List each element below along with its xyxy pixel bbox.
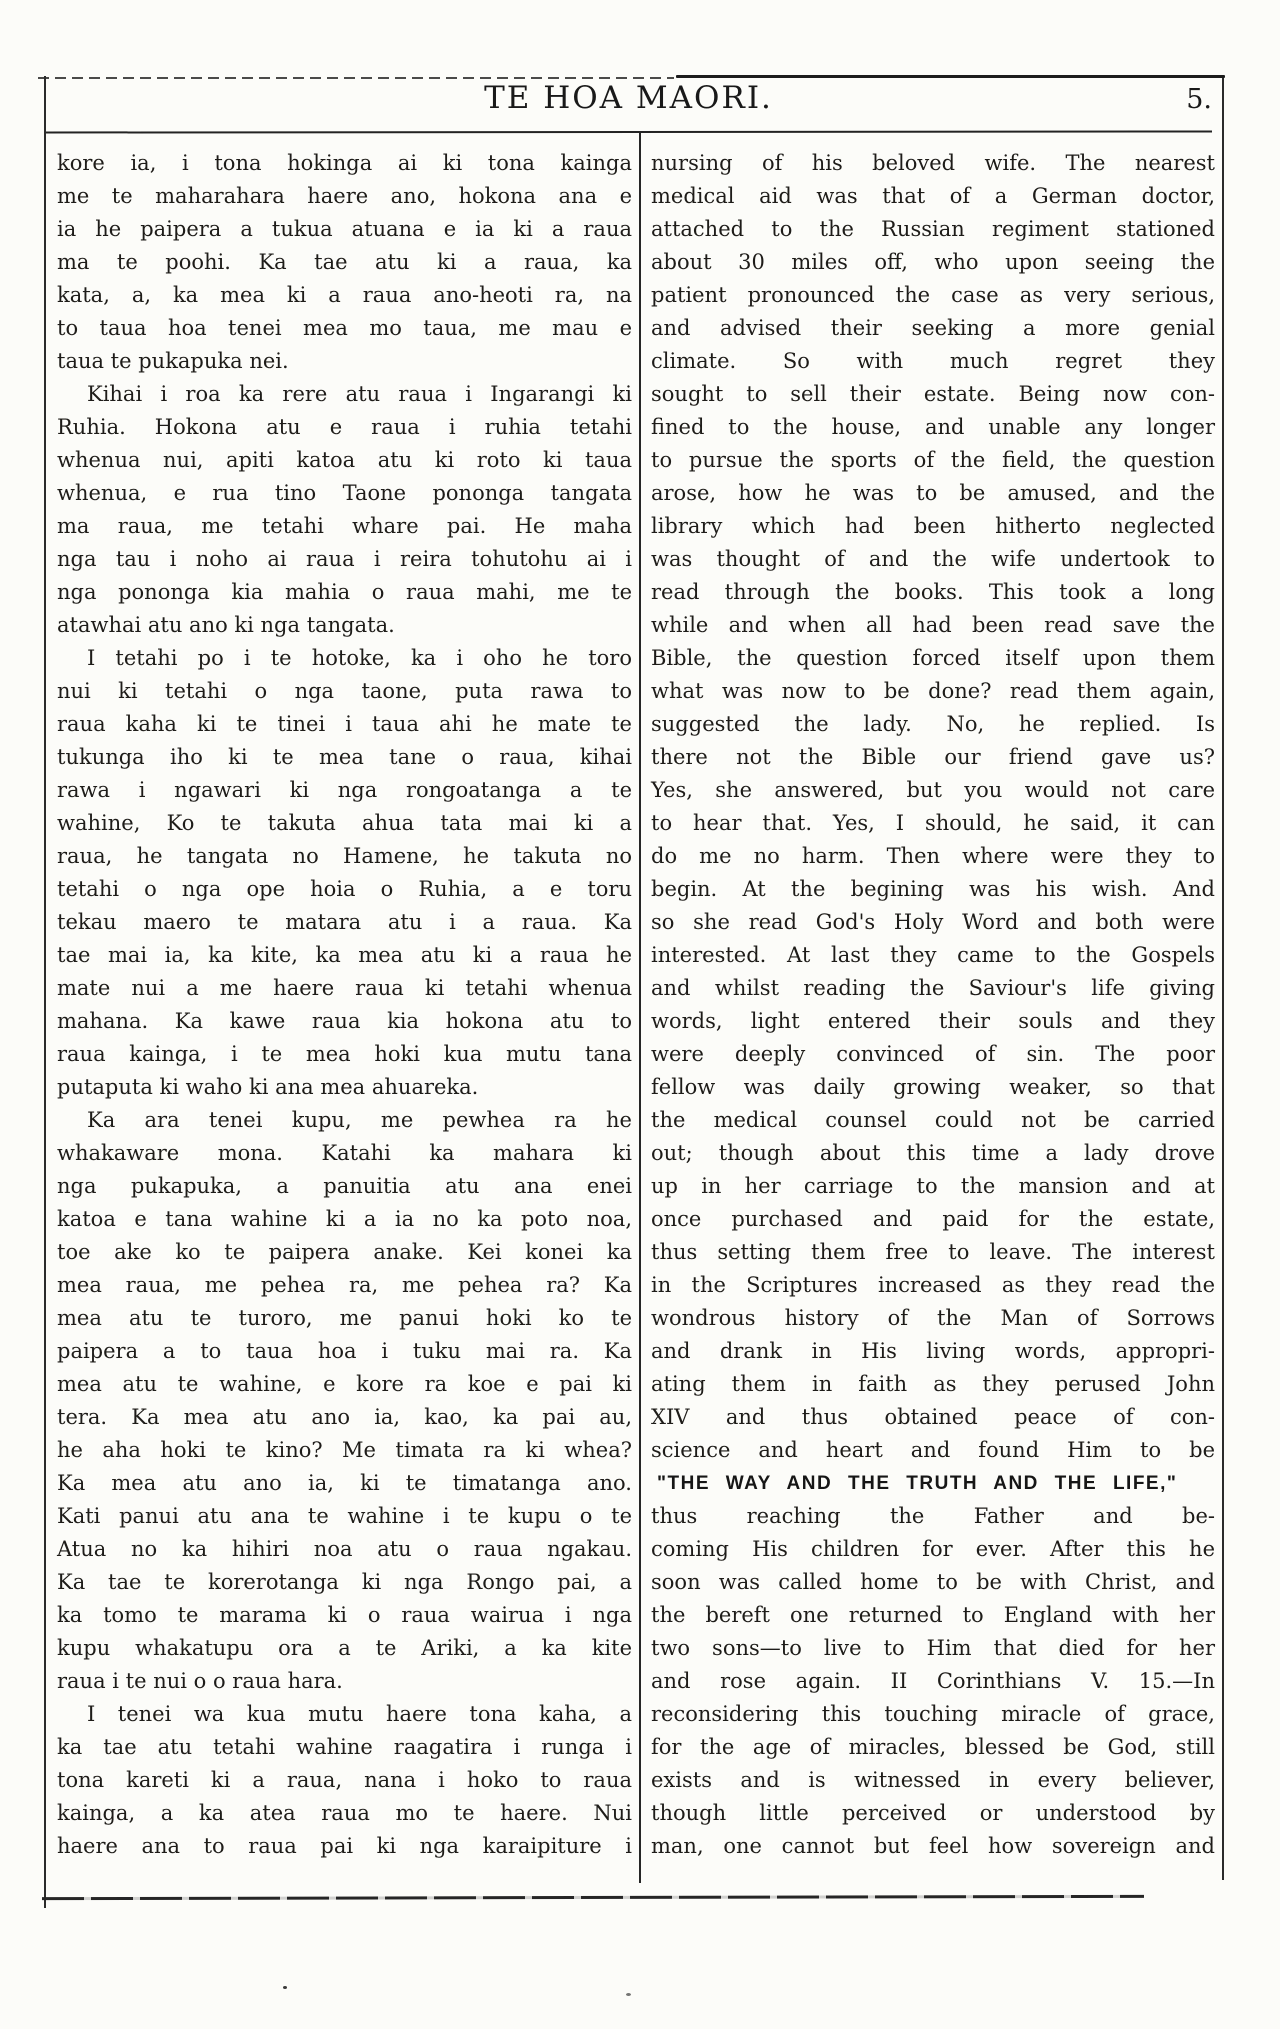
text-line: tona kareti ki a raua, nana i hoko to raua — [57, 1768, 632, 1792]
text-line: raua i te nui o o raua hara. — [57, 1669, 343, 1693]
text-line: science and heart and found Him to be — [651, 1438, 1215, 1462]
text-line: once purchased and paid for the estate, — [651, 1207, 1215, 1231]
text-line: there not the Bible our friend gave us? — [651, 745, 1215, 769]
text-line: mea atu te wahine, e kore ra koe e pai ki — [57, 1372, 632, 1396]
text-line: fined to the house, and unable any longer — [651, 415, 1215, 439]
text-line: begin. At the begining was his wish. And — [651, 877, 1215, 901]
text-line: paipera a to taua hoa i tuku mai ra. Ka — [57, 1339, 632, 1363]
text-line: I tenei wa kua mutu haere tona kaha, a — [87, 1702, 632, 1726]
text-line: what was now to be done? read them again, — [651, 679, 1215, 703]
text-line: Ka tae te korerotanga ki nga Rongo pai, a — [57, 1570, 632, 1594]
text-line: so she read God's Holy Word and both were — [651, 910, 1215, 934]
text-line: interested. At last they came to the Gospels — [651, 943, 1215, 967]
text-line: patient pronounced the case as very serious, — [651, 283, 1215, 307]
text-line: kupu whakatupu ora a te Ariki, a ka kite — [57, 1636, 632, 1660]
text-line: tae mai ia, ka kite, ka mea atu ki a raua he — [57, 943, 632, 967]
text-line: thus reaching the Father and be- — [651, 1504, 1215, 1528]
text-line: medical aid was that of a German doctor, — [651, 184, 1215, 208]
text-line: XIV and thus obtained peace of con- — [651, 1405, 1215, 1429]
text-line: Yes, she answered, but you would not care — [651, 778, 1215, 802]
scripture-heading-line: "THE WAY AND THE TRUTH AND THE LIFE," — [657, 1473, 1178, 1494]
text-line: was thought of and the wife undertook to — [651, 547, 1215, 571]
text-line: tetahi o nga ope hoia o Ruhia, a e toru — [57, 877, 632, 901]
text-line: suggested the lady. No, he replied. Is — [651, 712, 1215, 736]
left-column-maori-text — [57, 147, 632, 1863]
text-line: out; though about this time a lady drove — [651, 1141, 1215, 1165]
text-line: nui ki tetahi o nga taone, puta rawa to — [57, 679, 632, 703]
text-line: kainga, a ka atea raua mo te haere. Nui — [57, 1801, 632, 1825]
text-line: for the age of miracles, blessed be God, still — [651, 1735, 1215, 1759]
text-line: to hear that. Yes, I should, he said, it can — [651, 811, 1215, 835]
text-line: mea raua, me pehea ra, me pehea ra? Ka — [57, 1273, 632, 1297]
text-line: words, light entered their souls and they — [651, 1009, 1215, 1033]
text-line: to pursue the sports of the field, the question — [651, 448, 1215, 472]
text-line: me te maharahara haere ano, hokona ana e — [57, 184, 632, 208]
text-line: arose, how he was to be amused, and the — [651, 481, 1215, 505]
text-line: thus setting them free to leave. The interest — [651, 1240, 1215, 1264]
text-line: the bereft one returned to England with her — [651, 1603, 1215, 1627]
top-rule-dashed — [38, 77, 674, 79]
text-line: toe ake ko te paipera anake. Kei konei ka — [57, 1240, 632, 1264]
text-line: two sons—to live to Him that died for her — [651, 1636, 1215, 1660]
text-line: exists and is witnessed in every believer, — [651, 1768, 1215, 1792]
text-line: library which had been hitherto neglected — [651, 514, 1215, 538]
text-line: and advised their seeking a more genial — [651, 316, 1215, 340]
text-line: Ka ara tenei kupu, me pewhea ra he — [87, 1108, 632, 1132]
text-line: and rose again. II Corinthians V. 15.—In — [651, 1669, 1215, 1693]
text-line: wondrous history of the Man of Sorrows — [651, 1306, 1215, 1330]
header-bottom-rule — [45, 130, 1212, 133]
text-line: taua te pukapuka nei. — [57, 349, 289, 373]
text-line: rawa i ngawari ki nga rongoatanga a te — [57, 778, 632, 802]
right-page-border — [1222, 78, 1224, 1880]
text-line: attached to the Russian regiment stationed — [651, 217, 1215, 241]
text-line: whenua, e rua tino Taone pononga tangata — [57, 481, 632, 505]
text-line: nga pukapuka, a panuitia atu ana enei — [57, 1174, 632, 1198]
text-line: were deeply convinced of sin. The poor — [651, 1042, 1215, 1066]
bottom-rule-dashed — [42, 1895, 1144, 1900]
text-line: Ka mea atu ano ia, ki te timatanga ano. — [57, 1471, 632, 1495]
text-line: Ruhia. Hokona atu e raua i ruhia tetahi — [57, 415, 632, 439]
text-line: nga pononga kia mahia o raua mahi, me te — [57, 580, 632, 604]
text-line: the medical counsel could not be carried — [651, 1108, 1215, 1132]
text-line: about 30 miles off, who upon seeing the — [651, 250, 1215, 274]
text-line: katoa e tana wahine ki a ia no ka poto noa, — [57, 1207, 632, 1231]
text-line: Bible, the question forced itself upon them — [651, 646, 1215, 670]
text-line: ating them in faith as they perused John — [651, 1372, 1215, 1396]
text-line: sought to sell their estate. Being now con- — [651, 382, 1215, 406]
text-line: Kati panui atu ana te wahine i te kupu o te — [57, 1504, 632, 1528]
text-line: fellow was daily growing weaker, so that — [651, 1075, 1215, 1099]
text-line: mate nui a me haere raua ki tetahi whenua — [57, 976, 632, 1000]
text-line: and drank in His living words, appropri- — [651, 1339, 1215, 1363]
text-line: whakaware mona. Katahi ka mahara ki — [57, 1141, 632, 1165]
page-title: TE HOA MAORI. — [484, 80, 773, 116]
text-line: and whilst reading the Saviour's life giving — [651, 976, 1215, 1000]
text-line: coming His children for ever. After this he — [651, 1537, 1215, 1561]
text-line: Atua no ka hihiri noa atu o raua ngakau. — [57, 1537, 632, 1561]
ink-speck — [283, 1986, 287, 1989]
text-line: raua kaha ki te tinei i taua ahi he mate te — [57, 712, 632, 736]
ink-speck — [626, 1993, 631, 1996]
text-line: ka tomo te marama ki o raua wairua i nga — [57, 1603, 632, 1627]
left-page-border — [44, 76, 46, 1908]
text-line: though little perceived or understood by — [651, 1801, 1215, 1825]
text-line: mea atu te turoro, me panui hoki ko te — [57, 1306, 632, 1330]
text-line: tera. Ka mea atu ano ia, kao, ka pai au, — [57, 1405, 632, 1429]
text-line: reconsidering this touching miracle of grace, — [651, 1702, 1215, 1726]
text-line: putaputa ki waho ki ana mea ahuareka. — [57, 1075, 479, 1099]
text-line: ia he paipera a tukua atuana e ia ki a raua — [57, 217, 632, 241]
text-line: ka tae atu tetahi wahine raagatira i runga i — [57, 1735, 632, 1759]
text-line: read through the books. This took a long — [651, 580, 1215, 604]
page-number: 5. — [1186, 84, 1212, 115]
text-line: man, one cannot but feel how sovereign and — [651, 1834, 1215, 1858]
text-line: up in her carriage to the mansion and at — [651, 1174, 1215, 1198]
top-rule-solid — [676, 75, 1225, 78]
text-line: nursing of his beloved wife. The nearest — [651, 151, 1215, 175]
text-line: ma te poohi. Ka tae atu ki a raua, ka — [57, 250, 632, 274]
text-line: to taua hoa tenei mea mo taua, me mau e — [57, 316, 632, 340]
text-line: tekau maero te matara atu i a raua. Ka — [57, 910, 632, 934]
text-line: wahine, Ko te takuta ahua tata mai ki a — [57, 811, 632, 835]
text-line: do me no harm. Then where were they to — [651, 844, 1215, 868]
text-line: mahana. Ka kawe raua kia hokona atu to — [57, 1009, 632, 1033]
text-line: while and when all had been read save the — [651, 613, 1215, 637]
page-header — [45, 80, 1212, 116]
text-line: raua, he tangata no Hamene, he takuta no — [57, 844, 632, 868]
text-line: nga tau i noho ai raua i reira tohutohu ai i — [57, 547, 632, 571]
text-line: ma raua, me tetahi whare pai. He maha — [57, 514, 632, 538]
text-line: kata, a, ka mea ki a raua ano-heoti ra, na — [57, 283, 632, 307]
text-line: Kihai i roa ka rere atu raua i Ingarangi ki — [87, 382, 632, 406]
text-line: soon was called home to be with Christ, and — [651, 1570, 1215, 1594]
text-line: raua kainga, i te mea hoki kua mutu tana — [57, 1042, 632, 1066]
text-line: in the Scriptures increased as they read the — [651, 1273, 1215, 1297]
text-line: atawhai atu ano ki nga tangata. — [57, 613, 395, 637]
text-line: tukunga iho ki te mea tane o raua, kihai — [57, 745, 632, 769]
text-line: whenua nui, apiti katoa atu ki roto ki taua — [57, 448, 632, 472]
text-line: kore ia, i tona hokinga ai ki tona kainga — [57, 151, 632, 175]
text-line: I tetahi po i te hotoke, ka i oho he toro — [87, 646, 632, 670]
column-divider — [639, 131, 641, 1883]
text-line: he aha hoki te kino? Me timata ra ki whea? — [57, 1438, 632, 1462]
text-line: haere ana to raua pai ki nga karaipiture i — [57, 1834, 632, 1858]
text-line: climate. So with much regret they — [651, 349, 1215, 373]
right-column-english-text — [651, 147, 1215, 1863]
